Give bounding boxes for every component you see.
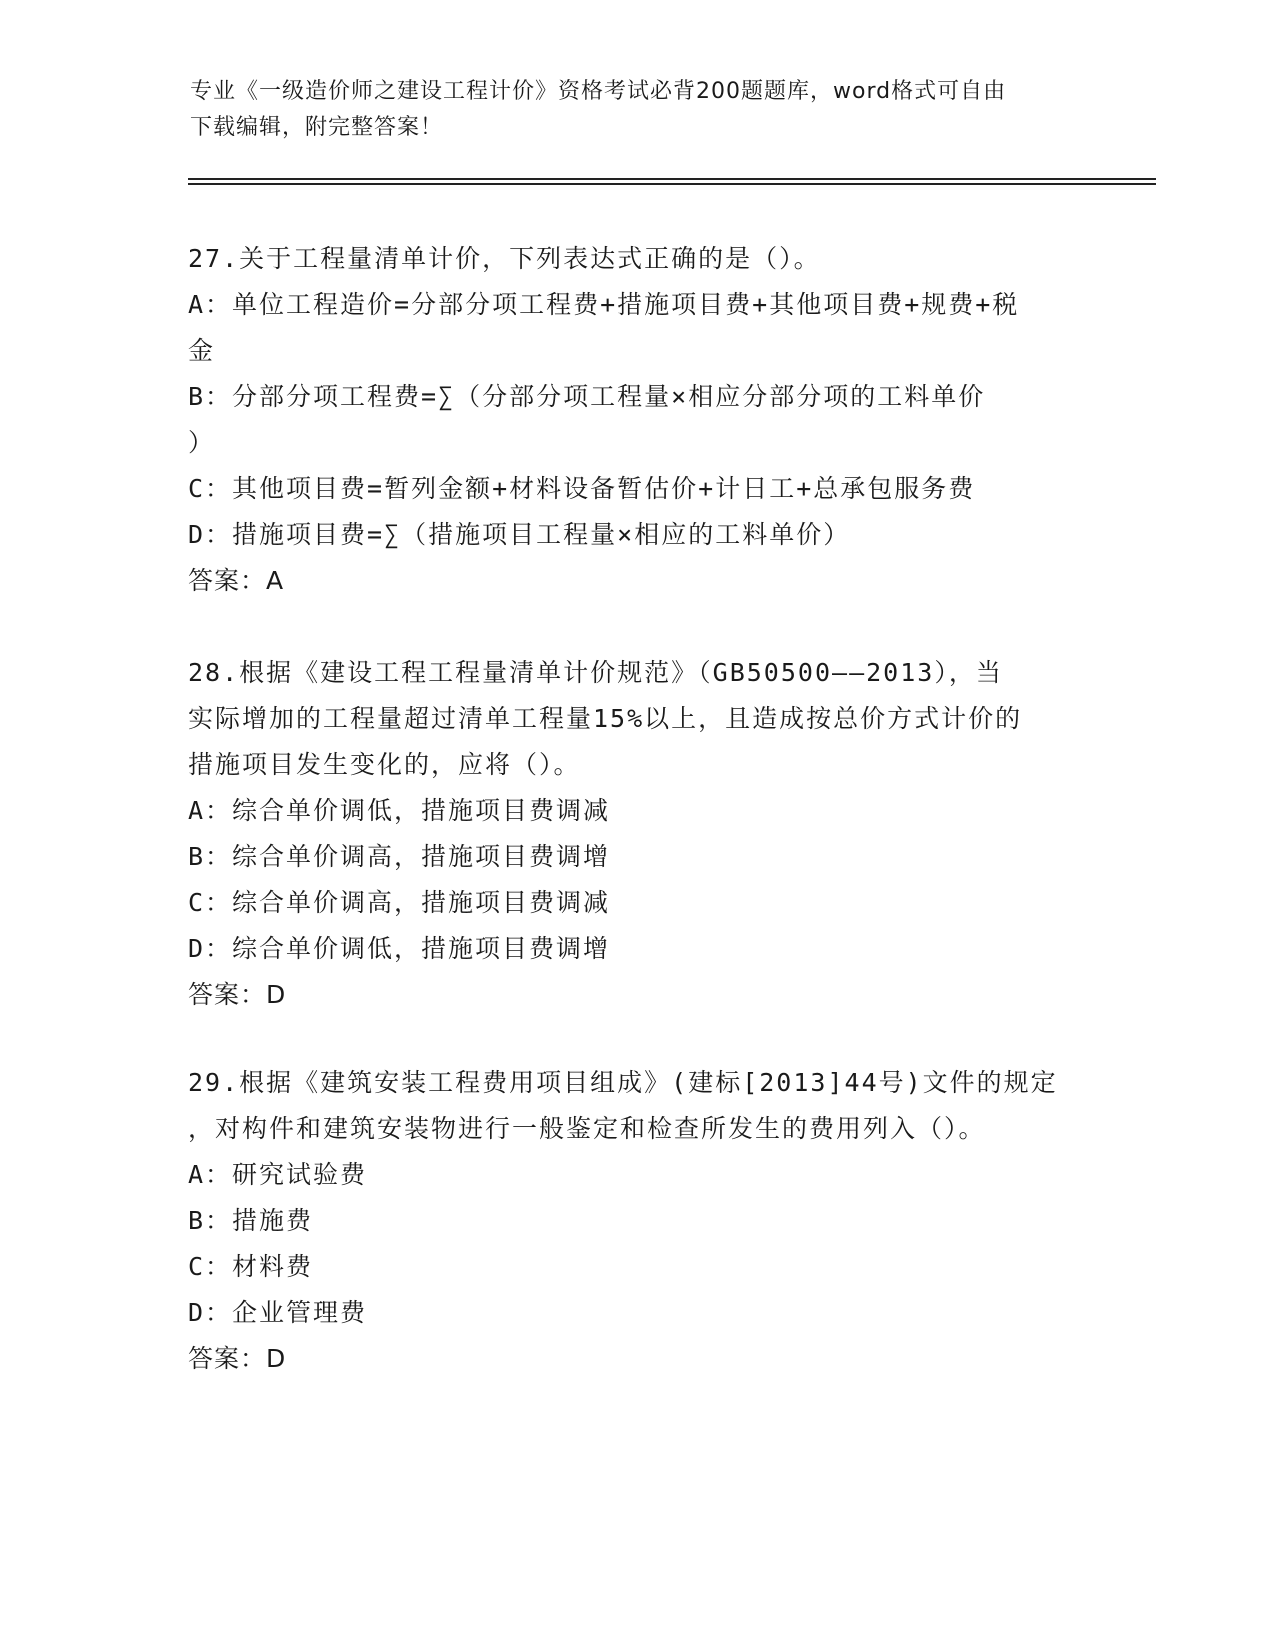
question-stem-continued: 实际增加的工程量超过清单工程量15%以上，且造成按总价方式计价的: [188, 704, 1023, 733]
option-d: D：措施项目费=∑（措施项目工程量×相应的工料单价）: [188, 520, 851, 549]
header-line-1: 专业《一级造价师之建设工程计价》资格考试必背200题题库，word格式可自由: [190, 79, 1007, 104]
option-c: C：其他项目费=暂列金额+材料设备暂估价+计日工+总承包服务费: [188, 474, 976, 503]
question-stem: 28.根据《建设工程工程量清单计价规范》（GB50500——2013），当: [188, 658, 1003, 687]
header-line-2: 下载编辑，附完整答案！: [190, 115, 444, 140]
header-divider-bottom: [188, 183, 1156, 185]
question-stem: 29.根据《建筑安装工程费用项目组成》(建标[2013]44号)文件的规定: [188, 1068, 1058, 1097]
option-c: C：材料费: [188, 1252, 314, 1281]
option-d: D：企业管理费: [188, 1298, 368, 1327]
document-header: [190, 74, 1090, 146]
question-stem-continued: 措施项目发生变化的，应将（）。: [188, 750, 581, 779]
option-b: B：措施费: [188, 1206, 314, 1235]
question-27: [188, 236, 1088, 604]
question-stem: 27.关于工程量清单计价，下列表达式正确的是（）。: [188, 244, 821, 273]
option-a-continued: 金: [188, 336, 216, 365]
option-b-continued: ）: [188, 428, 216, 457]
header-divider-top: [188, 178, 1156, 180]
option-a: A：研究试验费: [188, 1160, 368, 1189]
question-stem-continued: ，对构件和建筑安装物进行一般鉴定和检查所发生的费用列入（）。: [188, 1114, 986, 1143]
question-29: [188, 1060, 1088, 1382]
question-28: [188, 650, 1088, 1018]
option-b: B：综合单价调高，措施项目费调增: [188, 842, 611, 871]
answer: 答案：D: [188, 1344, 287, 1373]
answer: 答案：A: [188, 566, 285, 595]
option-d: D：综合单价调低，措施项目费调增: [188, 934, 611, 963]
option-c: C：综合单价调高，措施项目费调减: [188, 888, 611, 917]
option-a: A：单位工程造价=分部分项工程费+措施项目费+其他项目费+规费+税: [188, 290, 1020, 319]
option-a: A：综合单价调低，措施项目费调减: [188, 796, 611, 825]
answer: 答案：D: [188, 980, 287, 1009]
option-b: B：分部分项工程费=∑（分部分项工程量×相应分部分项的工料单价: [188, 382, 986, 411]
